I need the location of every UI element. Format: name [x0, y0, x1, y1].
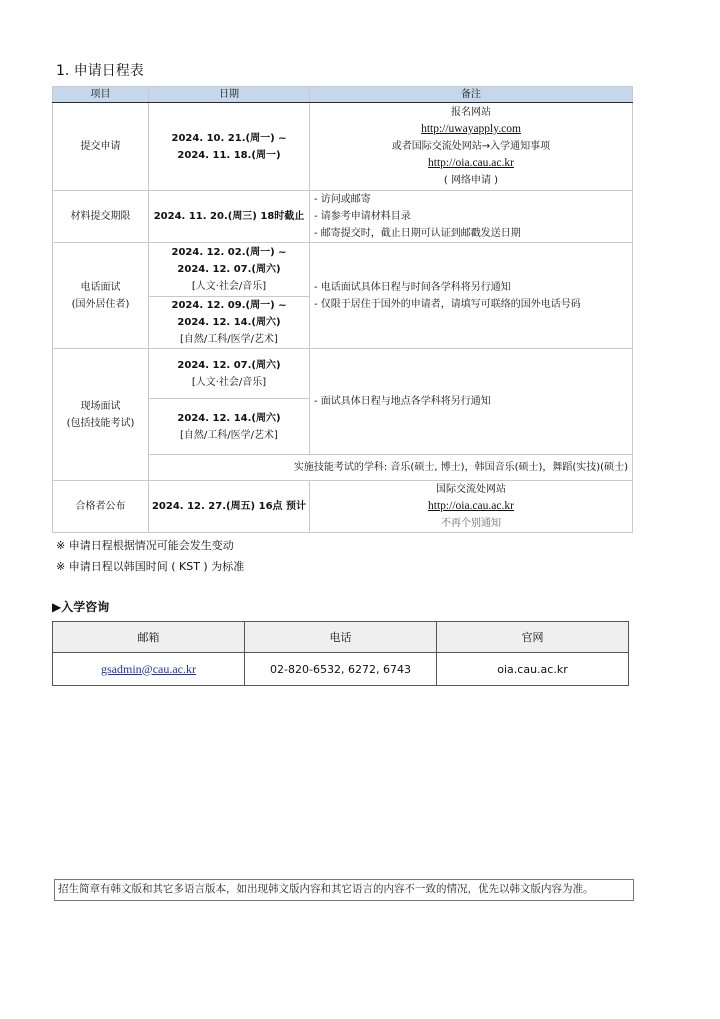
onsite-slot2-date: 2024. 12. 14.(周六): [177, 412, 281, 424]
disclaimer-box: 招生简章有韩文版和其它多语言版本，如出现韩文版内容和其它语言的内容不一致的情况，优先以韩文版内容为准。: [54, 879, 634, 901]
phone-item: [53, 243, 149, 349]
phone-slot2-start: 2024. 12. 09.(周一) ~: [171, 300, 287, 311]
submit-note-site-label: 报名网站: [451, 107, 491, 118]
onsite-slot-2: [149, 399, 310, 455]
result-item: 合格者公布: [53, 481, 149, 533]
schedule-header-row: [53, 87, 633, 103]
materials-note: - 请参考申请材料目录: [314, 211, 411, 222]
phone-item-sub: (国外居住者): [71, 298, 130, 310]
header-item: 项目: [53, 87, 149, 103]
email-link[interactable]: gsadmin@cau.ac.kr: [100, 661, 196, 676]
schedule-remarks: [56, 535, 244, 577]
header-website: 官网: [437, 622, 629, 653]
email-cell: [53, 653, 245, 686]
phone-slot1-fields: [人文·社会/音乐]: [191, 281, 267, 292]
table-row: [53, 191, 633, 243]
onsite-slot-1: [149, 349, 310, 399]
remark-item: ※ 申请日程根据情况可能会发生变动: [56, 539, 234, 552]
onsite-item-sub: (包括技能考试): [66, 417, 135, 429]
table-row: [53, 243, 633, 297]
submit-date-start: 2024. 10. 21.(周一) ~: [171, 132, 287, 144]
result-note-site: 国际交流处网站: [436, 484, 506, 495]
materials-notes: [310, 191, 633, 243]
result-note-no-notice: 不再个别通知: [441, 518, 501, 529]
oia-result-link[interactable]: http://oia.cau.ac.kr: [428, 500, 514, 512]
submit-notes: [310, 103, 633, 191]
website-cell: oia.cau.ac.kr: [437, 653, 629, 686]
uwayapply-link[interactable]: http://uwayapply.com: [421, 123, 521, 135]
materials-date: 2024. 11. 20.(周三) 18时截止: [149, 191, 310, 243]
submit-note-online: ( 网络申请 ): [443, 175, 499, 186]
phone-slot1-start: 2024. 12. 02.(周一) ~: [171, 247, 287, 258]
phone-item-title: 电话面试: [80, 281, 121, 293]
materials-note: - 邮寄提交时，截止日期可认证到邮戳发送日期: [314, 228, 521, 239]
table-row: [53, 653, 629, 686]
phone-cell: 02-820-6532, 6272, 6743: [245, 653, 437, 686]
phone-slot2-fields: [自然/工科/医学/艺术]: [180, 334, 278, 345]
header-notes: 备注: [310, 87, 633, 103]
onsite-item-title: 现场面试: [80, 400, 121, 412]
phone-slot2-end: 2024. 12. 14.(周六): [177, 317, 281, 328]
onsite-notes: - 面试具体日程与地点各学科将另行通知: [310, 349, 633, 455]
remark-item: ※ 申请日程以韩国时间 ( KST ) 为标准: [56, 560, 245, 573]
onsite-slot2-fields: [自然/工科/医学/艺术]: [180, 429, 278, 441]
materials-note: - 访问或邮寄: [314, 194, 371, 205]
table-row: [53, 481, 633, 533]
oia-link[interactable]: http://oia.cau.ac.kr: [428, 157, 514, 169]
table-row: [53, 349, 633, 399]
phone-slot-1: [149, 243, 310, 297]
submit-date-end: 2024. 11. 18.(周一): [177, 149, 281, 161]
phone-note: - 电话面试具体日程与时间各学科将另行通知: [314, 281, 511, 293]
header-phone: 电话: [245, 622, 437, 653]
inquiry-table: [52, 621, 629, 686]
submit-dates: [149, 103, 310, 191]
phone-notes: [310, 243, 633, 349]
phone-slot1-end: 2024. 12. 07.(周六): [177, 264, 281, 275]
result-date: 2024. 12. 27.(周五) 16点 预计: [149, 481, 310, 533]
skill-test-label: 实施技能考试的学科:: [293, 462, 388, 473]
table-row: [53, 103, 633, 191]
submit-note-oia-label: 或者国际交流处网站→入学通知事项: [391, 141, 551, 152]
inquiry-header-row: [53, 622, 629, 653]
phone-slot-2: [149, 297, 310, 349]
phone-note: - 仅限于居住于国外的申请者，请填写可联络的国外电话号码: [314, 298, 581, 310]
onsite-slot1-fields: [人文·社会/音乐]: [191, 376, 267, 388]
schedule-table: [52, 86, 633, 533]
header-date: 日期: [149, 87, 310, 103]
header-email: 邮箱: [53, 622, 245, 653]
skill-test-value: 音乐(硕士, 博士)，韩国音乐(硕士)，舞蹈(实技)(硕士): [390, 462, 628, 473]
section-title: 1. 申请日程表: [56, 63, 144, 79]
onsite-slot1-date: 2024. 12. 07.(周六): [177, 359, 281, 371]
onsite-item: [53, 349, 149, 481]
materials-item: 材料提交期限: [53, 191, 149, 243]
inquiry-title: ▶入学咨询: [52, 600, 110, 614]
result-notes: [310, 481, 633, 533]
submit-item: 提交申请: [53, 103, 149, 191]
skill-test-row: [149, 455, 633, 481]
